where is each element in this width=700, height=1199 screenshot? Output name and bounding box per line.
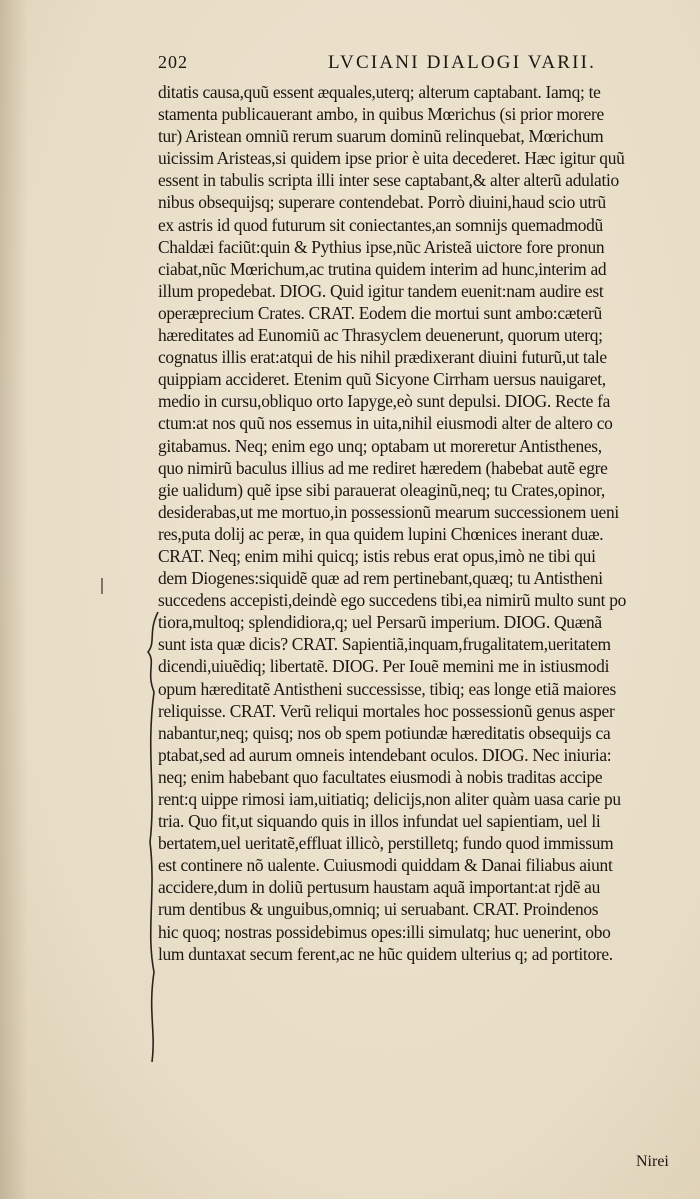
text-line: neq; enim habebant quo facultates eiusmodi à nobis traditas accipe <box>158 766 603 787</box>
text-line: ciabat,nũc Mœrichum,ac trutina quidem interim ad hunc,interim ad <box>158 258 607 279</box>
text-line: medio in cursu,obliquo orto Iapyge,eò sunt depulsi. DIOG. Recte fa <box>158 391 611 412</box>
text-line: tiora,multoq; splendidiora,q; uel Persarũ imperium. DIOG. Quænã <box>158 612 602 633</box>
text-line: hic quoq; nostras possidebimus opes:illi simulatq; huc uenerint, obo <box>158 921 611 942</box>
running-title: LVCIANI DIALOGI VARII. <box>328 52 597 73</box>
text-line: illum propedebat. DIOG. Quid igitur tandem euenit:nam audire est <box>158 280 604 301</box>
marginal-bracket-annotation <box>140 612 166 1062</box>
gutter-shadow <box>0 0 28 1199</box>
margin-tick-mark <box>100 578 104 594</box>
text-line: dicendi,uiuẽdiq; libertatẽ. DIOG. Per Iouẽ memini me in istiusmodi <box>158 656 610 677</box>
text-line: opum hæreditatẽ Antistheni successisse, tibiq; eas longe etiã maiores <box>158 678 616 699</box>
text-line: dem Diogenes:siquidẽ quæ ad rem pertinebant,quæq; tu Antistheni <box>158 568 603 589</box>
text-line: ctum:at nos quũ nos essemus in uita,nihil eiusmodi alter de altero co <box>158 413 613 434</box>
text-line: stamenta publicauerant ambo, in quibus Mœrichus (si prior morere <box>158 104 604 125</box>
text-line: lum duntaxat secum ferent,ac ne hũc quidem ulterius q; ad portitore. <box>158 943 613 964</box>
text-line: succedens accepisti,deindè ego succedens tibi,ea nimirũ multo sunt po <box>158 590 627 611</box>
text-line: gie ualidum) quẽ ipse sibi parauerat oleaginũ,neq; tu Crates,opinor, <box>158 479 605 500</box>
text-line: desiderabas,ut me mortuo,in possessionũ mearum successionem ueni <box>158 501 619 522</box>
text-line: rum dentibus & unguibus,omniq; ui seruabant. CRAT. Proindenos <box>158 899 599 920</box>
text-line: CRAT. Neq; enim mihi quicq; istis rebus erat opus,imò ne tibi qui <box>158 545 596 566</box>
text-line: ptabat,sed ad aurum omneis intendebant oculos. DIOG. Nec iniuria: <box>158 744 612 765</box>
text-line: rent:q uippe rimosi iam,uitiatiq; delicijs,non aliter quàm uasa carie pu <box>158 789 621 809</box>
text-line: quo nimirũ baculus illius ad me rediret hæredem (habebat autẽ egre <box>158 457 608 478</box>
text-line: tur) Aristean omniũ rerum suarum dominũ relinquebat, Mœrichum <box>158 126 604 147</box>
text-line: Chaldæi faciũt:quin & Pythius ipse,nũc Aristeã uictore fore pronun <box>158 236 605 257</box>
text-line: cognatus illis erat:atqui de his nihil prædixerant diuini futurũ,ut tale <box>158 347 607 368</box>
text-line: bertatem,uel ueritatẽ,effluat illicò, perstilletq; fundo quod immissum <box>158 833 614 854</box>
body-text <box>158 81 686 965</box>
text-line: ex astris id quod futurum sit coniectantes,an somnijs quemadmodũ <box>158 214 603 235</box>
text-line: essent in tabulis scripta illi inter sese captabant,& alter alterũ adulatio <box>158 170 619 191</box>
text-line: reliquisse. CRAT. Verũ reliqui mortales hoc possessionũ genus asper <box>158 700 615 721</box>
text-line: sunt ista quæ dicis? CRAT. Sapientiã,inquam,frugalitatem,ueritatem <box>158 634 611 655</box>
running-head <box>158 52 618 76</box>
text-line: operæprecium Crates. CRAT. Eodem die mortui sunt ambo:cæterũ <box>158 302 602 323</box>
text-line: nibus obsequijsq; superare contendebat. Porrò diuini,haud scio utrũ <box>158 192 606 213</box>
text-line: gitabamus. Neq; enim ego unq; optabam ut moreretur Antisthenes, <box>158 435 602 456</box>
text-line: res,puta dolij ac peræ, in qua quidem lupini Chœnices inerant duæ. <box>158 523 604 544</box>
catchword: Nirei <box>636 1153 669 1170</box>
text-line: quippiam accideret. Etenim quũ Sicyone Cirrham uersus nauigaret, <box>158 369 606 390</box>
text-line: nabantur,neq; quisq; nos ob spem potiundæ hæreditatis obsequijs ca <box>158 722 611 743</box>
page-number: 202 <box>158 52 188 72</box>
text-line: tria. Quo fit,ut siquando quis in illos infundat uel sapientiam, uel li <box>158 811 601 832</box>
text-line: ditatis causa,quũ essent æquales,uterq; alterum captabant. Iamq; te <box>158 82 601 102</box>
text-line: uicissim Aristeas,si quidem ipse prior è uita decederet. Hæc igitur quũ <box>158 148 625 169</box>
text-line: accidere,dum in doliũ pertusum haustam aquã important:at rjdẽ au <box>158 877 600 898</box>
text-line: est continere nõ ualente. Cuiusmodi quiddam & Danai filiabus aiunt <box>158 855 613 876</box>
text-line: hæreditates ad Eunomiũ ac Thrasyclem deuenerunt, quorum uterq; <box>158 325 603 346</box>
